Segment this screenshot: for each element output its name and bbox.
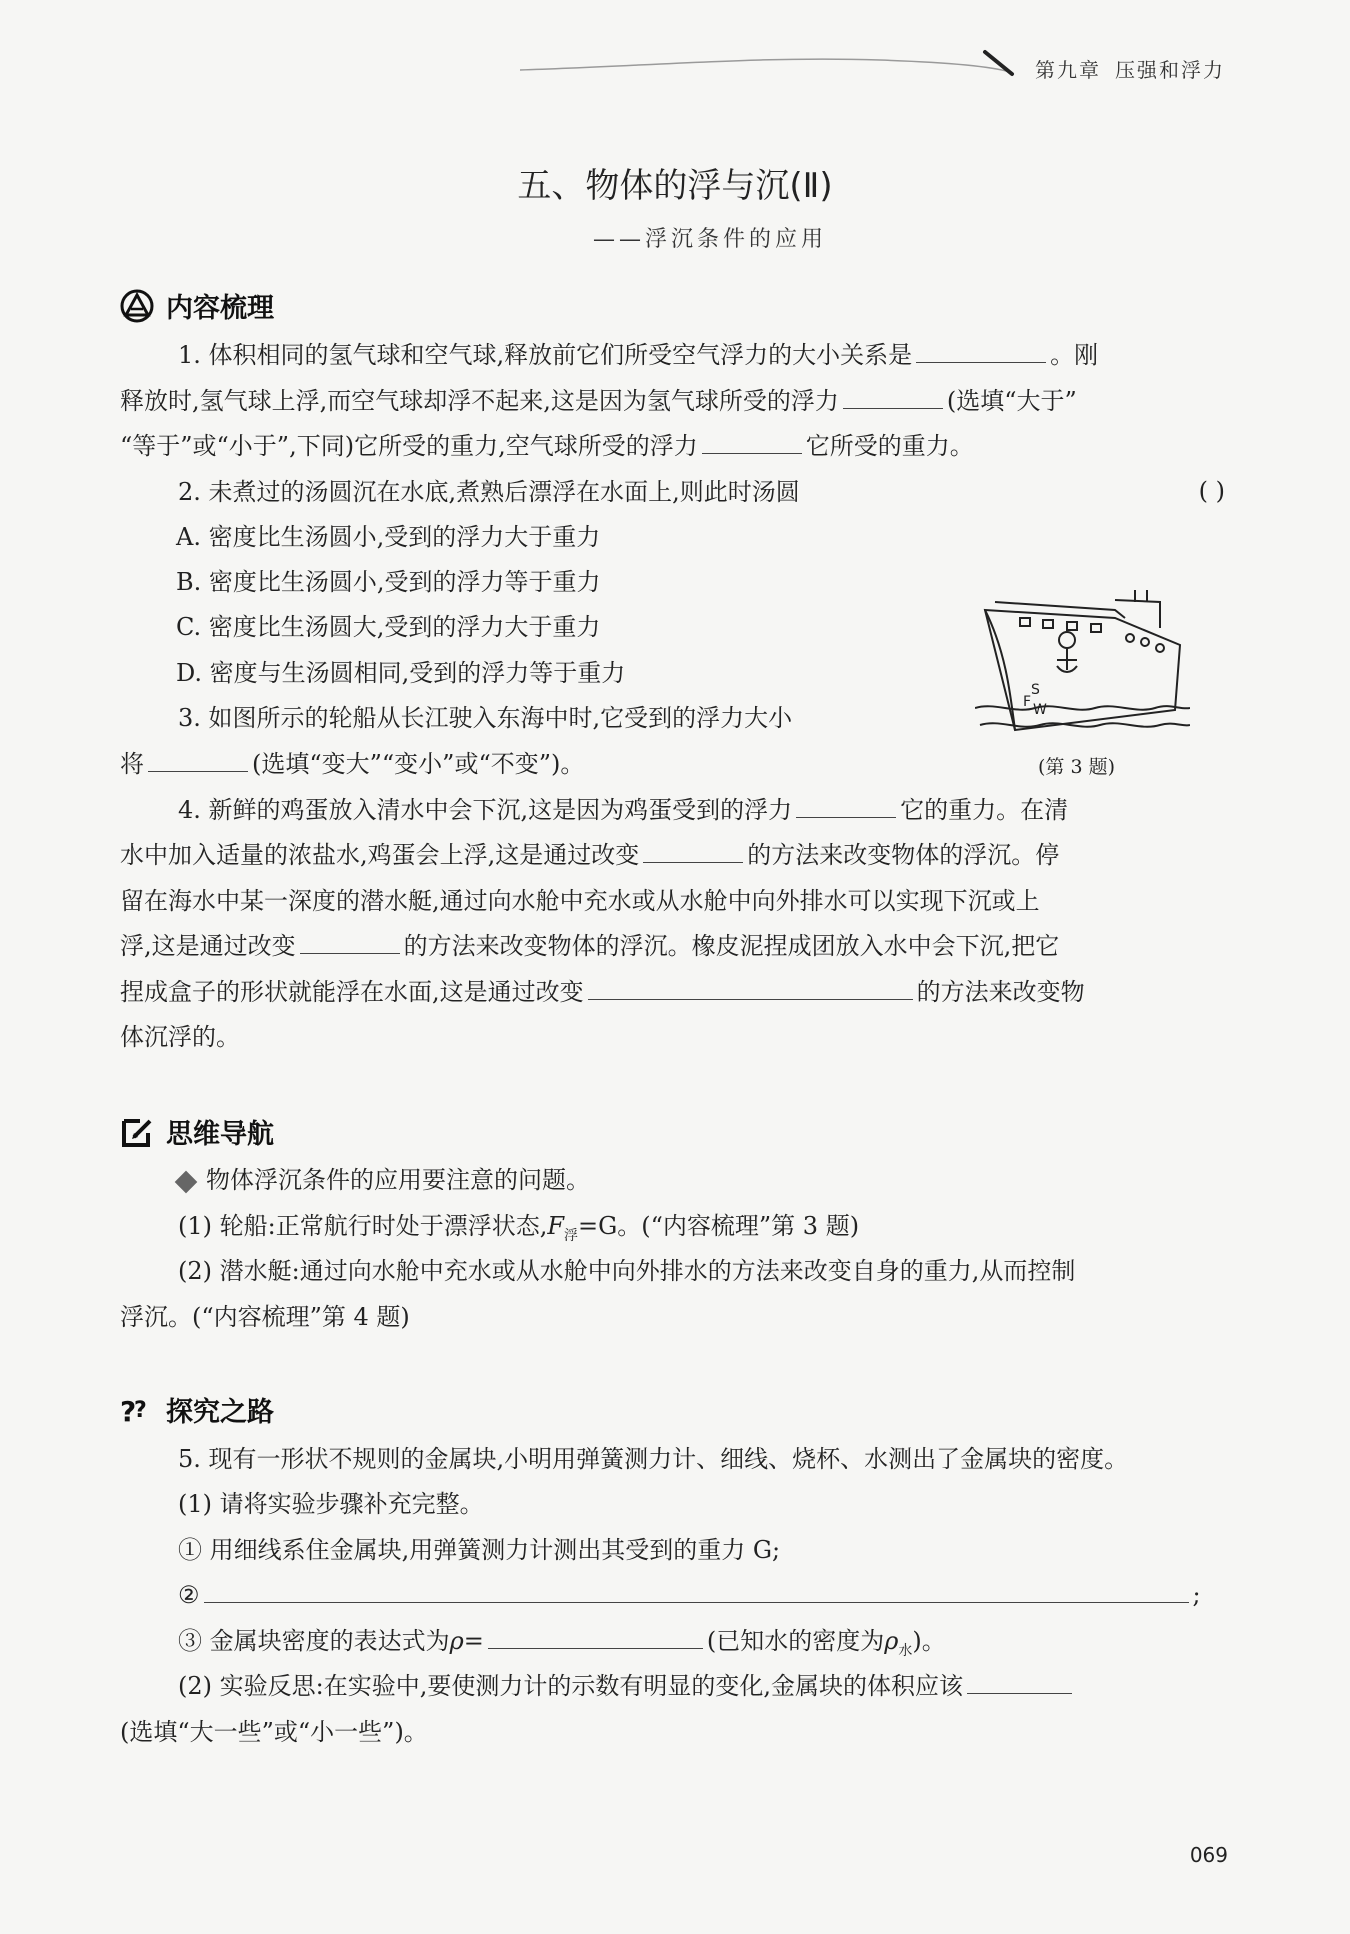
q2-option-c[interactable]: C. 密度比生汤圆大,受到的浮力大于重力 <box>176 613 601 641</box>
text: 。刚 <box>1050 341 1099 369</box>
q3-line-2 <box>120 749 1225 779</box>
figure-caption: (第 3 题) <box>1038 756 1115 778</box>
text: 4. 新鲜的鸡蛋放入清水中会下沉,这是因为鸡蛋受到的浮力 <box>178 796 793 824</box>
section-heading-inquiry <box>120 1390 274 1429</box>
answer-blank[interactable] <box>588 977 913 1000</box>
q1-line-1 <box>120 340 1225 370</box>
answer-blank[interactable] <box>843 386 943 409</box>
q5-line-3: ① 用细线系住金属块,用弹簧测力计测出其受到的重力 G; <box>178 1536 781 1564</box>
q1-line-2 <box>120 386 1225 416</box>
q5-line-4 <box>120 1580 1225 1610</box>
text: (选填“大于” <box>946 387 1077 415</box>
text: )。 <box>912 1627 946 1655</box>
answer-blank[interactable] <box>300 931 400 954</box>
nav-line-3: (2) 潜水艇:通过向水舱中充水或从水舱中向外排水的方法来改变自身的重力,从而控制 <box>178 1257 1076 1285</box>
q4-line-5 <box>120 977 1225 1007</box>
nav-line-1 <box>120 1165 1225 1195</box>
text: 物体浮沉条件的应用要注意的问题。 <box>206 1166 590 1194</box>
text: (2) 实验反思:在实验中,要使测力计的示数有明显的变化,金属块的体积应该 <box>178 1672 963 1700</box>
pencil-box-icon <box>120 1115 154 1149</box>
q5-line-2: (1) 请将实验步骤补充完整。 <box>178 1490 484 1518</box>
text: (选填“变大”“变小”或“不变”)。 <box>252 750 585 778</box>
page-number: 069 <box>1189 1843 1228 1867</box>
nav-line-2 <box>120 1211 1225 1251</box>
q5-line-7: (选填“大一些”或“小一些”)。 <box>120 1718 428 1746</box>
q3-line-1 <box>120 703 1225 733</box>
section-title: 思维导航 <box>166 1119 274 1150</box>
text: 将 <box>120 750 144 778</box>
q4-line-6: 体沉浮的。 <box>120 1023 240 1051</box>
section-title: 内容梳理 <box>166 293 274 324</box>
ship-mark-s: S <box>1031 682 1040 698</box>
q2-answer-paren[interactable]: ( ) <box>1198 477 1225 505</box>
answer-blank[interactable] <box>148 749 248 772</box>
q2-stem <box>120 477 1225 507</box>
section-heading-thinking <box>120 1112 274 1151</box>
section-title: 探究之路 <box>166 1397 274 1428</box>
text: 浮,这是通过改变 <box>120 932 296 960</box>
answer-blank[interactable] <box>916 340 1046 363</box>
q4-line-3: 留在海水中某一深度的潜水艇,通过向水舱中充水或从水舱中向外排水可以实现下沉或上 <box>120 887 1040 915</box>
header-decoration <box>0 0 1350 100</box>
chapter-subject: 压强和浮力 <box>1115 58 1225 82</box>
q2-option-b[interactable]: B. 密度比生汤圆小,受到的浮力等于重力 <box>176 568 601 596</box>
q1-line-3 <box>120 431 1225 461</box>
section-heading-content <box>120 286 274 325</box>
text: 1. 体积相同的氢气球和空气球,释放前它们所受空气浮力的大小关系是 <box>178 341 913 369</box>
text: 2. 未煮过的汤圆沉在水底,煮熟后漂浮在水面上,则此时汤圆 <box>178 478 800 506</box>
text: 水中加入适量的浓盐水,鸡蛋会上浮,这是通过改变 <box>120 841 640 869</box>
text: (1) 轮船:正常航行时处于漂浮状态, <box>178 1212 548 1240</box>
q2-option-a[interactable]: A. 密度比生汤圆小,受到的浮力大于重力 <box>176 523 601 551</box>
text: 捏成盒子的形状就能浮在水面,这是通过改变 <box>120 978 584 1006</box>
text: 释放时,氢气球上浮,而空气球却浮不起来,这是因为氢气球所受的浮力 <box>120 387 839 415</box>
text: 它的重力。在清 <box>900 796 1069 824</box>
answer-blank[interactable] <box>488 1626 703 1649</box>
text: =G。(“内容梳理”第 3 题) <box>578 1212 860 1240</box>
text: 的方法来改变物 <box>916 978 1085 1006</box>
text: = <box>463 1627 484 1655</box>
triangle-logo-icon <box>120 289 154 323</box>
answer-blank[interactable] <box>702 431 802 454</box>
q4-line-1 <box>120 795 1225 825</box>
ship-mark-w: W <box>1033 702 1047 718</box>
page-subtitle: ——浮沉条件的应用 <box>592 227 827 252</box>
diamond-bullet-icon <box>175 1170 198 1193</box>
text: 的方法来改变物体的浮沉。停 <box>747 841 1060 869</box>
text: “等于”或“小于”,下同)它所受的重力,空气球所受的浮力 <box>120 432 698 460</box>
answer-blank[interactable] <box>796 795 896 818</box>
q4-line-4 <box>120 931 1225 961</box>
q2-option-d[interactable]: D. 密度与生汤圆相同,受到的浮力等于重力 <box>176 659 626 687</box>
question-marks-icon <box>120 1393 154 1427</box>
text: ③ 金属块密度的表达式为 <box>178 1627 450 1655</box>
nav-line-4: 浮沉。(“内容梳理”第 4 题) <box>120 1303 410 1331</box>
chapter-header <box>1021 54 1225 83</box>
svg-text:?: ? <box>120 1394 137 1427</box>
text: 3. 如图所示的轮船从长江驶入东海中时,它受到的浮力大小 <box>178 704 793 732</box>
chapter-number: 第九章 <box>1035 58 1101 82</box>
q5-line-1: 5. 现有一形状不规则的金属块,小明用弹簧测力计、细线、烧杯、水测出了金属块的密度。 <box>178 1445 1129 1473</box>
ship-mark-f: F <box>1023 694 1032 710</box>
answer-blank[interactable] <box>643 840 743 863</box>
text: 浮 <box>564 1227 578 1244</box>
text: ; <box>1192 1581 1201 1609</box>
text: ② <box>178 1581 200 1609</box>
text: ρ <box>884 1627 899 1655</box>
text: 的方法来改变物体的浮沉。橡皮泥捏成团放入水中会下沉,把它 <box>403 932 1060 960</box>
text: (已知水的密度为 <box>706 1627 885 1655</box>
text: F <box>547 1212 564 1240</box>
page-title: 五、物体的浮与沉(Ⅱ) <box>517 166 833 206</box>
answer-blank[interactable] <box>204 1580 1189 1603</box>
svg-text:?: ? <box>134 1397 147 1423</box>
text: 水 <box>898 1642 913 1659</box>
answer-blank[interactable] <box>967 1671 1072 1694</box>
text: 它所受的重力。 <box>805 432 974 460</box>
q4-line-2 <box>120 840 1225 870</box>
q5-line-5 <box>120 1626 1225 1666</box>
q5-line-6 <box>120 1671 1225 1701</box>
text: ρ <box>449 1627 464 1655</box>
